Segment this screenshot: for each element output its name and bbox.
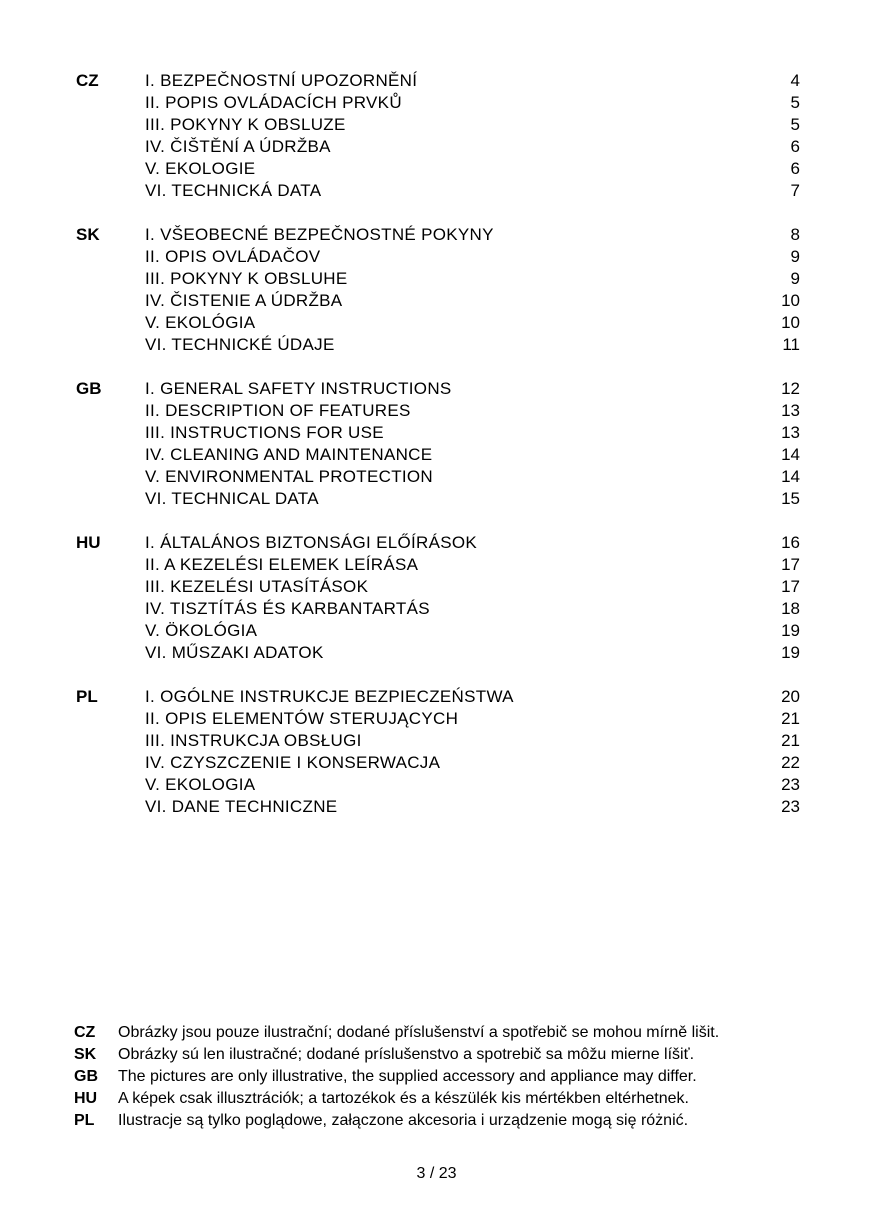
toc-entry-page: 6 [790,159,800,178]
toc-entry-title: II. OPIS OVLÁDAČOV [145,247,321,266]
toc-entry-page: 14 [781,445,800,464]
toc-entry [0,378,873,400]
toc-entry-page: 19 [781,621,800,640]
toc-entry [0,752,873,774]
toc-entry-page: 19 [781,643,800,662]
toc-section-hu [0,532,873,664]
toc-entry-title: VI. TECHNICKÉ ÚDAJE [145,335,335,354]
toc-entry-title: V. EKOLÓGIA [145,313,256,332]
disclaimer-row [0,1088,873,1110]
toc-entry-list [0,224,873,356]
toc-entry-page: 21 [781,709,800,728]
toc-entry-page: 13 [781,423,800,442]
language-code: PL [76,687,98,706]
toc-entry-page: 20 [781,687,800,706]
toc-entry-page: 15 [781,489,800,508]
disclaimer-language-code: PL [74,1112,95,1129]
toc-section-gb [0,378,873,510]
toc-entry-title: IV. CLEANING AND MAINTENANCE [145,445,433,464]
toc-entry-page: 5 [790,93,800,112]
toc-entry-title: II. DESCRIPTION OF FEATURES [145,401,411,420]
toc-entry [0,554,873,576]
toc-entry [0,686,873,708]
toc-entry-title: VI. MŰSZAKI ADATOK [145,643,324,662]
toc-entry-list [0,378,873,510]
toc-entry-title: II. POPIS OVLÁDACÍCH PRVKŮ [145,93,402,112]
toc-entry [0,180,873,202]
toc-entry-page: 4 [790,71,800,90]
toc-entry-title: III. INSTRUCTIONS FOR USE [145,423,384,442]
toc-entry-page: 17 [781,577,800,596]
toc-entry [0,576,873,598]
toc-entry-page: 6 [790,137,800,156]
toc-entry-title: V. EKOLOGIA [145,775,256,794]
disclaimer-text: Ilustracje są tylko poglądowe, załączone akcesoria i urządzenie mogą się różnić. [118,1112,689,1129]
toc-entry-page: 10 [781,313,800,332]
disclaimer-language-code: HU [74,1090,98,1107]
toc-entry [0,620,873,642]
toc-entry-page: 22 [781,753,800,772]
disclaimer-row [0,1044,873,1066]
toc-entry [0,246,873,268]
toc-entry [0,598,873,620]
toc-entry-title: I. BEZPEČNOSTNÍ UPOZORNĚNÍ [145,71,418,90]
toc-entry [0,400,873,422]
toc-entry-page: 11 [782,335,800,354]
disclaimer-text: Obrázky sú len ilustračné; dodané príslušenstvo a spotrebič sa môžu mierne líšiť. [118,1046,695,1063]
toc-entry [0,422,873,444]
toc-entry-page: 5 [790,115,800,134]
toc-entry-title: VI. DANE TECHNICZNE [145,797,338,816]
toc-entry-page: 9 [790,247,800,266]
toc-entry-list [0,686,873,818]
toc-entry [0,774,873,796]
toc-entry [0,114,873,136]
toc-section-pl [0,686,873,818]
disclaimer-row [0,1022,873,1044]
toc-entry-page: 18 [781,599,800,618]
toc-entry-page: 14 [781,467,800,486]
toc-entry-title: V. EKOLOGIE [145,159,256,178]
toc-section-cz [0,70,873,202]
toc-entry-title: III. KEZELÉSI UTASÍTÁSOK [145,577,369,596]
toc-entry-title: I. GENERAL SAFETY INSTRUCTIONS [145,379,452,398]
disclaimer-row [0,1110,873,1132]
toc-entry-title: II. OPIS ELEMENTÓW STERUJĄCYCH [145,709,459,728]
language-code: HU [76,533,101,552]
toc-entry-page: 17 [781,555,800,574]
toc-section-sk [0,224,873,356]
toc-entry-title: IV. ČIŠTĚNÍ A ÚDRŽBA [145,137,331,156]
toc-entry-page: 21 [781,731,800,750]
disclaimer-text: A képek csak illusztrációk; a tartozékok és a készülék kis mértékben eltérhetnek. [118,1090,689,1107]
toc-entry [0,708,873,730]
toc-entry [0,158,873,180]
toc-entry-title: VI. TECHNICKÁ DATA [145,181,322,200]
toc-entry [0,290,873,312]
disclaimer-row [0,1066,873,1088]
table-of-contents [0,70,873,840]
disclaimer-language-code: SK [74,1046,97,1063]
toc-entry-title: I. VŠEOBECNÉ BEZPEČNOSTNÉ POKYNY [145,225,494,244]
disclaimer-text: The pictures are only illustrative, the supplied accessory and appliance may differ. [118,1068,697,1085]
toc-entry [0,796,873,818]
disclaimer-language-code: GB [74,1068,98,1085]
language-code: GB [76,379,102,398]
toc-entry-page: 7 [790,181,800,200]
illustration-disclaimer [0,1022,873,1132]
toc-entry [0,224,873,246]
language-code: SK [76,225,100,244]
toc-entry-title: V. ÖKOLÓGIA [145,621,258,640]
toc-entry-title: IV. ČISTENIE A ÚDRŽBA [145,291,343,310]
disclaimer-text: Obrázky jsou pouze ilustrační; dodané příslušenství a spotřebič se mohou mírně lišit. [118,1024,720,1041]
toc-entry-page: 12 [781,379,800,398]
toc-entry-title: III. INSTRUKCJA OBSŁUGI [145,731,362,750]
toc-entry-page: 9 [790,269,800,288]
toc-entry [0,334,873,356]
toc-entry-title: IV. TISZTÍTÁS ÉS KARBANTARTÁS [145,599,430,618]
toc-entry [0,92,873,114]
toc-entry-page: 23 [781,775,800,794]
toc-entry [0,444,873,466]
toc-entry [0,268,873,290]
language-code: CZ [76,71,99,90]
toc-entry-title: I. OGÓLNE INSTRUKCJE BEZPIECZEŃSTWA [145,687,514,706]
toc-entry [0,312,873,334]
toc-entry-title: III. POKYNY K OBSLUHE [145,269,348,288]
toc-entry [0,730,873,752]
toc-entry [0,136,873,158]
toc-entry [0,488,873,510]
toc-entry-page: 23 [781,797,800,816]
toc-entry-title: I. ÁLTALÁNOS BIZTONSÁGI ELŐÍRÁSOK [145,533,478,552]
page-number: 3 / 23 [416,1165,457,1182]
toc-entry [0,532,873,554]
disclaimer-language-code: CZ [74,1024,96,1041]
toc-entry-list [0,70,873,202]
toc-entry-list [0,532,873,664]
toc-entry-page: 8 [790,225,800,244]
toc-entry-title: III. POKYNY K OBSLUZE [145,115,346,134]
toc-entry [0,466,873,488]
toc-entry [0,642,873,664]
toc-entry-title: V. ENVIRONMENTAL PROTECTION [145,467,434,486]
toc-entry-title: IV. CZYSZCZENIE I KONSERWACJA [145,753,441,772]
toc-entry-title: II. A KEZELÉSI ELEMEK LEÍRÁSA [145,555,419,574]
toc-entry-page: 13 [781,401,800,420]
toc-entry-page: 10 [781,291,800,310]
toc-entry-page: 16 [781,533,800,552]
toc-entry-title: VI. TECHNICAL DATA [145,489,319,508]
toc-entry [0,70,873,92]
